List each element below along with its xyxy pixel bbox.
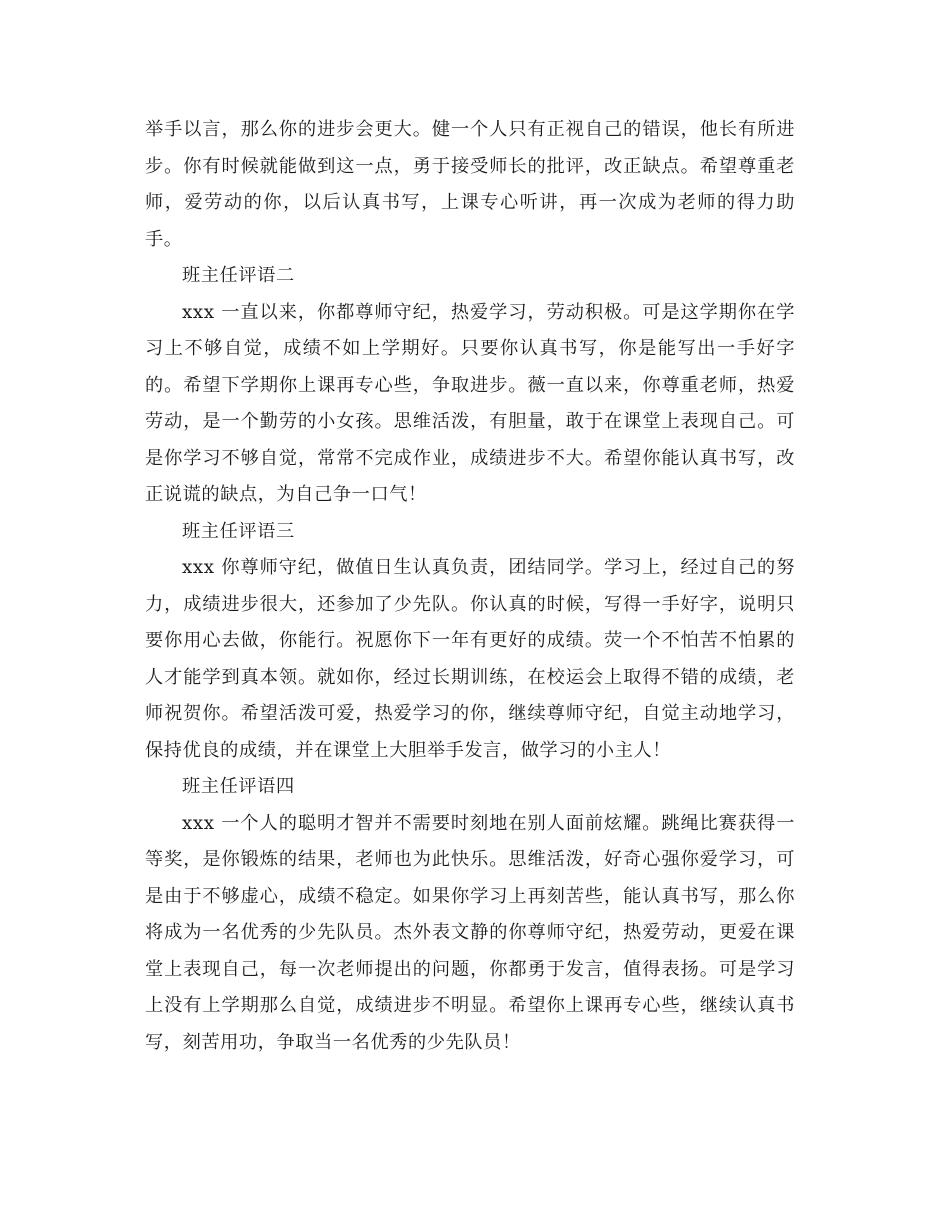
section-heading-2: 班主任评语二 bbox=[182, 265, 295, 286]
section-body-3: xxx 你尊师守纪，做值日生认真负责，团结同学。学习上，经过自己的努力，成绩进步很大，还参加了少先队。你认真的时候，写得一手好字，说明只要你用心去做，你能行。祝愿你下一年有更好的成绩。荧一个不怕苦不怕累的人才能学到真本领。就如你，经过长期训练，在校运会上取得不错的成绩，老师祝贺你。希望活泼可爱，热爱学习的你，继续尊师守纪，自觉主动地学习，保持优良的成绩，并在课堂上大胆举手发言，做学习的小主人！ bbox=[145, 557, 795, 761]
section-heading-3: 班主任评语三 bbox=[182, 520, 295, 542]
document-page bbox=[145, 112, 795, 1061]
paragraph-continued: 举手以言，那么你的进步会更大。健一个人只有正视自己的错误，他长有所进步。你有时候就能做到这一点，勇于接受师长的批评，改正缺点。希望尊重老师，爱劳动的你，以后认真书写，上课专心听讲，再一次成为老师的得力助手。 bbox=[145, 119, 795, 250]
section-heading-4: 班主任评语四 bbox=[182, 776, 295, 797]
section-body-4: xxx 一个人的聪明才智并不需要时刻地在别人面前炫耀。跳绳比赛获得一等奖，是你锻炼的结果，老师也为此快乐。思维活泼，好奇心强你爱学习，可是由于不够虚心，成绩不稳定。如果你学习上再刻苦些，能认真书写，那么你将成为一名优秀的少先队员。杰外表文静的你尊师守纪，热爱劳动，更爱在课堂上表现自己，每一次老师提出的问题，你都勇于发言，值得表扬。可是学习上没有上学期那么自觉，成绩进步不明显。希望你上课再专心些，继续认真书写，刻苦用功，争取当一名优秀的少先队员！ bbox=[145, 812, 795, 1053]
section-body-2: xxx 一直以来，你都尊师守纪，热爱学习，劳动积极。可是这学期你在学习上不够自觉，成绩不如上学期好。只要你认真书写，你是能写出一手好字的。希望下学期你上课再专心些，争取进步。薇一直以来，你尊重老师，热爱劳动，是一个勤劳的小女孩。思维活泼，有胆量，敢于在课堂上表现自己。可是你学习不够自觉，常常不完成作业，成绩进步不大。希望你能认真书写，改正说谎的缺点，为自己争一口气！ bbox=[145, 301, 795, 505]
